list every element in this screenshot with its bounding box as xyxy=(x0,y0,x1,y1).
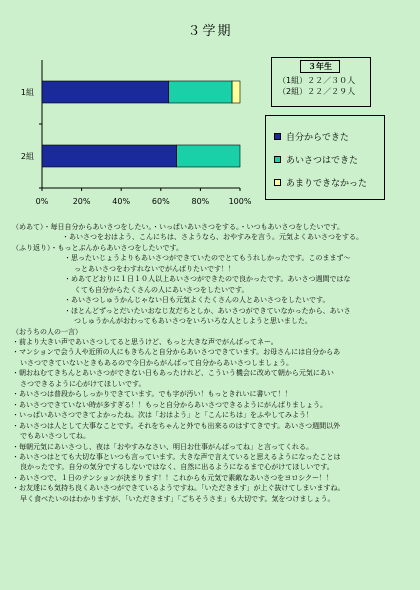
family-comment: ・いっぱいあいさつできてよかったね。次は「おはよう」と「こんにちは」をふやしてみよう！ xyxy=(12,411,313,420)
legend-item xyxy=(274,148,384,171)
family-comment: 良かったです。自分の気分でするしないではなく、自然に出るようになるまで心がけてほしいです。 xyxy=(20,463,334,472)
bar-segment xyxy=(42,145,177,167)
x-tick-label: 0% xyxy=(35,197,49,206)
x-tick-label: 80% xyxy=(191,197,210,206)
legend-label: あまりできなかった xyxy=(286,179,368,189)
family-comment: でもあいさつしてね。 xyxy=(20,432,90,441)
reflection-line: つしゅうかんがおわってもあいさつをいろいろな人としようと思いました。 xyxy=(74,317,312,326)
family-comment: ・マンションで会う人や近所の人にもきちんと自分からあいさつできています。お母さんには自分からあ xyxy=(12,348,341,357)
x-tick-label: 20% xyxy=(72,197,91,206)
family-comment: ・朝おねむてきちんとあいさつができない日もあったけれど、こういう機会に改めて朝から元気にあい xyxy=(12,369,334,378)
page-title: ３学期 xyxy=(187,24,233,39)
legend-item xyxy=(274,171,384,194)
legend-item xyxy=(274,125,384,148)
family-comment: ・毎朝元気にあいさつし、夜は「おやすみなさい、明日お仕事がんばってね」と言ってくれる。 xyxy=(12,442,313,451)
x-tick-label: 40% xyxy=(112,197,131,206)
legend-swatch-0 xyxy=(274,133,281,140)
family-comment: いさつできていないときもあるので今日からがんばって自分からあいさつしましょう。 xyxy=(20,358,293,367)
goal-line: ・あいさつをおはよう、こんにちは、さようなら、おやすみを言う。元気よくあいさつをする。 xyxy=(62,233,363,242)
family-comment: 早く食べたいのはわかりますが、「いただきます」「ごちそうさま」も大切です。気をつけましょう。 xyxy=(20,494,335,503)
comments-text xyxy=(12,222,412,504)
x-tick-label: 100% xyxy=(228,197,252,206)
bar-segment xyxy=(42,81,169,103)
family-comment: ・お友達にも気持ち良くあいさつができているようですね。「いただきます」が上ぐ抜けてしまいますね。 xyxy=(12,484,345,493)
family-comment: ・あいさつは普段からしっかりできています。でも字が汚い！もっときれいに書いて！！ xyxy=(12,390,292,399)
reflection-line: ・あいさつしゅうかんじゃない日も元気よくたくさんの人とあいさつをしたいです。 xyxy=(64,296,330,305)
family-comment: ・前より大きい声であいさつしてると思うけど、もっと大きな声でがんばってネー。 xyxy=(12,337,278,346)
x-tick-label: 60% xyxy=(151,197,170,206)
bar-segment xyxy=(169,81,232,103)
class-box-title: ３年生 xyxy=(300,60,340,73)
chart-legend xyxy=(265,115,385,200)
reflection-heading: （ふり返り）・もっとぶんからあいさつをしたいです。 xyxy=(12,243,183,252)
legend-label: あいさつはできた xyxy=(286,156,359,166)
legend-swatch-1 xyxy=(274,156,281,163)
legend-label: 自分からできた xyxy=(286,133,349,143)
family-comment: ・あいさつできていない時が多すぎる！！もっと自分からあいさつできるようにがんばりましょう。 xyxy=(12,400,327,409)
family-comment: ・あいさつで、１日のテンションが決まります！！これからも元気で素敵なあいさつをヨロシクー！！ xyxy=(12,473,334,482)
reflection-line: っとあいさつをわすれないでがんばりたいです！！ xyxy=(74,264,235,273)
family-comment: さつできるように心がけてほしいです。 xyxy=(20,379,146,388)
bar-segment xyxy=(177,145,240,167)
goal-line: （めあて）・毎日自分からあいさつをしたい。・いっぱいあいさつをする。・いつもあいさつをしたいです。 xyxy=(12,223,344,231)
reflection-line: くても自分からたくさんの人にあいさつをしたいです。 xyxy=(74,285,249,294)
y-category-label: 1組 xyxy=(20,88,34,97)
bar-segment xyxy=(232,81,240,103)
family-comment: ・あいさつはとても大切な事といつも言っています。大きな声で言えていると思えるようになったことは xyxy=(12,452,341,461)
class-2-count: （2組）２２／２９人 xyxy=(278,87,356,96)
reflection-line: ・思ったいじょうよりもあいさつができていたのでとてもうれしかったです。このままず～ xyxy=(64,254,351,263)
reflection-line: ・ほとんどずっとだいたいおなじ友だちとしか、あいさつができていなかったから、あいさ xyxy=(64,306,351,315)
legend-swatch-2 xyxy=(274,179,281,186)
y-category-label: 2組 xyxy=(20,152,34,161)
class-count-box xyxy=(271,57,371,107)
class-1-count: （1組）２２／３０人 xyxy=(278,76,356,85)
family-heading: （おうちの人の一言） xyxy=(12,327,82,336)
reflection-line: ・めあてどおりに１日１０人以上あいさつができたので良かったです。あいさつ週間ではな xyxy=(64,275,351,284)
family-comment: ・あいさつは人として大事なことです。それをちゃんと外でも出来るのはすてきです。あいさつ週間以外 xyxy=(12,421,341,430)
